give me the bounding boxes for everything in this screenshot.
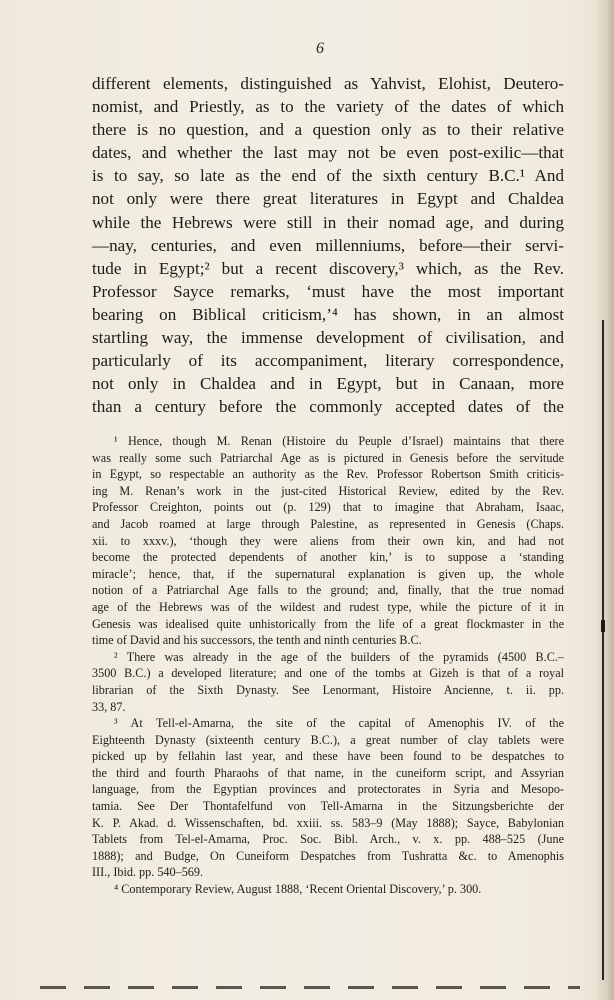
text-line: while the Hebrews were still in their nomad age, and during — [92, 212, 564, 232]
page-number: 6 — [316, 40, 324, 57]
main-text — [92, 72, 564, 418]
footnote-line: 1888); and Budge, On Cuneiform Despatches from Tushratta &c. to Amenophis — [92, 848, 564, 863]
footnote-line: become the protected dependents of another kin,’ is to suppose a ‘standing — [92, 550, 564, 565]
footnote-line: 3500 B.C.) a developed literature; and one of the tombs at Gizeh is that of a royal — [92, 666, 564, 681]
binding-line — [602, 320, 604, 980]
text-line: nomist, and Priestly, as to the variety of the dates of which — [92, 97, 564, 117]
text-line: tude in Egypt;² but a recent discovery,³ which, as the Rev. — [92, 258, 564, 278]
footnote-line: 33, 87. — [92, 699, 126, 714]
footnote-line: xii. to xxxv.), ‘though they were aliens from their own kin, and had not — [92, 533, 564, 548]
footnote-line: ³ At Tell-el-Amarna, the site of the capital of Amenophis IV. of the — [114, 716, 564, 731]
footnote-line: picked up by fellahin last year, and these have been found to be despatches to — [92, 749, 564, 764]
footnotes — [92, 433, 564, 898]
text-line: particularly of its accompaniment, literary correspondence, — [92, 351, 564, 371]
footnote-line: Genesis was idealised quite unhistorically from the life of a great flockmaster in the — [92, 616, 564, 631]
footnote-line: librarian of the Sixth Dynasty. See Lenormant, Histoire Ancienne, t. ii. pp. — [92, 682, 564, 697]
footnote-line: Professor Creighton, points out (p. 129) that to imagine that Abraham, Isaac, — [92, 500, 564, 515]
footnote-line: ¹ Hence, though M. Renan (Histoire du Peuple d’Israel) maintains that there — [114, 434, 564, 448]
footnote-line: age of the Hebrews was of the wildest and rudest type, while the picture of it in — [92, 599, 564, 614]
text-line: is to say, so late as the end of the sixth century B.C.¹ And — [92, 166, 564, 186]
text-line: than a century before the commonly accepted dates of the — [92, 397, 564, 417]
footnote-line: ⁴ Contemporary Review, August 1888, ‘Recent Oriental Discovery,’ p. 300. — [114, 882, 482, 897]
text-line: not only in Chaldea and in Egypt, but in Canaan, more — [92, 374, 564, 394]
footnote-line: ² There was already in the age of the builders of the pyramids (4500 B.C.– — [114, 649, 564, 664]
text-line: —nay, centuries, and even millenniums, before—their servi- — [92, 235, 564, 255]
footnote-line: tamia. See Der Thontafelfund von Tell-Amarna in the Sitzungsberichte der — [92, 799, 564, 814]
text-line: not only were there great literatures in Egypt and Chaldea — [92, 189, 564, 209]
text-line: dates, and whether the last may not be even post-exilic—that — [92, 143, 564, 163]
footnote-line: Tablets from Tel-el-Amarna, Proc. Soc. Bibl. Arch., v. x. pp. 488–525 (June — [92, 832, 564, 847]
footnote-line: language, from the Egyptian provinces and protectorates in Syria and Mesopo- — [92, 782, 564, 797]
text-line: bearing on Biblical criticism,’⁴ has shown, in an almost — [92, 304, 564, 324]
text-line: startling way, the immense development of civilisation, and — [92, 328, 564, 348]
text-line: Professor Sayce remarks, ‘must have the most important — [92, 281, 564, 301]
footnote-line: time of David and his successors, the tenth and ninth centuries B.C. — [92, 633, 422, 648]
footnote-line: ing M. Renan’s work in the just-cited Historical Review, edited by the Rev. — [92, 483, 564, 498]
footnote-line: and Jacob roamed at large through Palestine, as represented in Genesis (Chaps. — [92, 516, 564, 531]
footnote-line: was really some such Patriarchal Age as is pictured in Genesis before the servitude — [92, 450, 564, 465]
footnote-line: K. P. Akad. d. Wissenschaften, bd. xxiii. ss. 583–9 (May 1888); Sayce, Babylonian — [92, 815, 564, 830]
bottom-edge-rule — [40, 986, 580, 989]
footnote-line: the third and fourth Pharaohs of that name, in the cuneiform script, and Assyrian — [92, 765, 564, 780]
text-line: different elements, distinguished as Yahvist, Elohist, Deutero- — [92, 74, 564, 93]
edge-mark — [601, 620, 605, 632]
page-edge — [596, 0, 614, 1000]
footnote-line: Eighteenth Dynasty (sixteenth century B.C.), a great number of clay tablets were — [92, 732, 564, 747]
text-line: there is no question, and a question only as to their relative — [92, 120, 564, 140]
footnote-line: notion of a Patriarchal Age falls to the ground; and, finally, that the true nomad — [92, 583, 564, 598]
footnote-line: in Egypt, so respectable an authority as the Rev. Professor Robertson Smith criticis- — [92, 467, 564, 482]
footnote-line: miracle’; hence, that, if the supernatural explanation is given up, the whole — [92, 566, 564, 581]
footnote-line: III., Ibid. pp. 540–569. — [92, 865, 204, 880]
